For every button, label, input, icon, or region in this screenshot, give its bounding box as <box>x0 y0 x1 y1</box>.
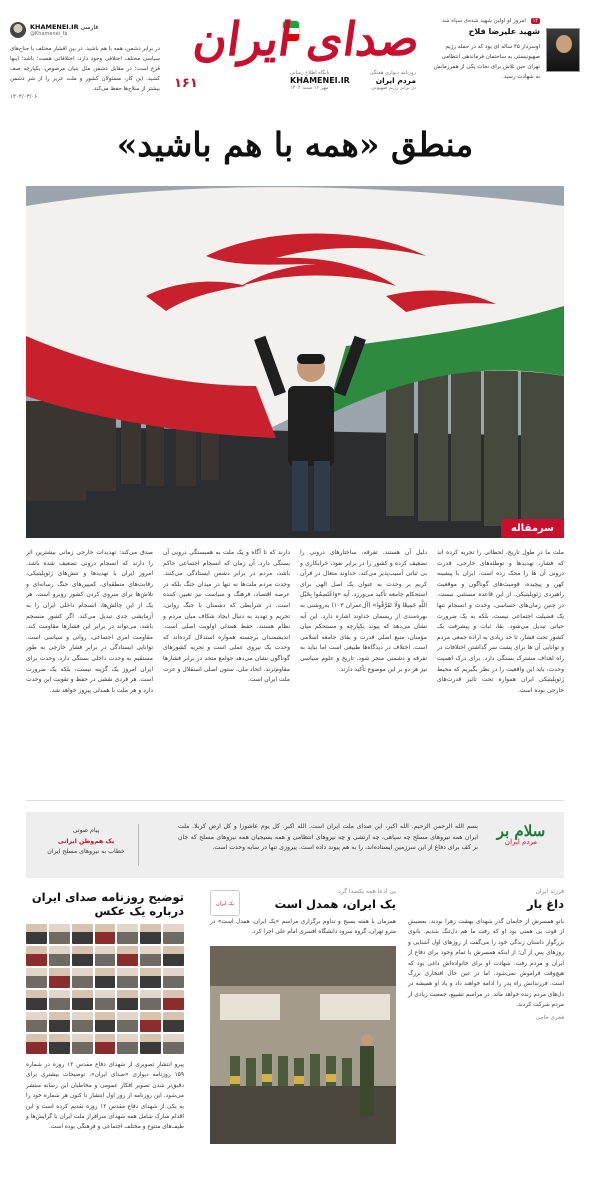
martyr-thumb <box>95 990 116 1010</box>
martyr-thumb <box>26 1012 47 1032</box>
martyr-thumb <box>72 924 93 944</box>
martyr-thumb <box>26 1034 47 1054</box>
martyr-thumb <box>163 924 184 944</box>
quote-date: ۱۴۰۴/۰۳/۰۶ <box>10 94 38 100</box>
martyr-thumb <box>163 946 184 966</box>
newspaper-logo <box>170 8 424 106</box>
martyr-thumb <box>117 946 138 966</box>
martyr-thumb <box>72 1034 93 1054</box>
martyr-badge: ۱۴ <box>532 18 538 24</box>
martyr-thumb <box>163 968 184 988</box>
flag-rally-illustration <box>26 186 564 538</box>
section-text: پیرو انتشار تصویری از شهدای دفاع مقدس ۱۲ روزه در شماره ۱۵۹ روزنامه دیواری «صدای ایران»، توضیحات بیشتری برای دقیق‌تر شدن تصویر افکار عمومی و مخاطبان این رسانه منتشر می‌شود. این روزنامه از روز اول انتشار تا کنون هر شماره خود را به یکی از شهدای دفاع مقدس ۱۲ روزه تقدیم کرده است و این اقدام مبارک شامل همه شهدای سرافراز ملت ایران با گرایش‌ها و طیف‌های متنوع و مختلف اجتماعی و فرهنگی بوده است. <box>26 1062 184 1131</box>
martyr-thumb <box>117 1034 138 1054</box>
martyr-thumb <box>72 1012 93 1032</box>
author-signature: فخری حاجی <box>535 1014 564 1021</box>
section-kicker: بی ادعا همه یکصدا گرد <box>338 888 396 895</box>
site-name: KHAMENEI.IR <box>290 76 350 85</box>
account-handle: @Khamenei_fa <box>30 31 68 37</box>
martyr-thumb <box>163 1034 184 1054</box>
leader-quote-box <box>10 22 160 100</box>
martyr-thumb <box>49 946 70 966</box>
martyr-thumb <box>117 924 138 944</box>
account-name: KHAMENEI.IR <box>30 23 79 31</box>
editorial-article <box>26 548 564 778</box>
slogan-main: مردم ایران <box>375 76 416 85</box>
martyr-thumb <box>163 1012 184 1032</box>
martyr-thumb <box>140 990 161 1010</box>
martyr-thumb <box>117 1012 138 1032</box>
martyr-thumb <box>95 1034 116 1054</box>
banner-text: بسم الله الرحمن الرحیم. الله اکبر، این صدای ملت ایران است. الله اکبر. کل یوم عاشورا و کل ارض کربلا. ملت ایران همه نیروهای مسلح چه سپاهی، چه ارتشی و چه نیروهای انتظامی و همه بسیجیان همه نیروهای مسلح که جان بر کف برای دفاع از این سرزمین ایستاده‌اند، را به هم پیوند داده است. پیروزی تنها در سایه وحدت است. <box>178 823 478 851</box>
martyr-kicker <box>430 18 540 24</box>
martyr-box <box>430 18 580 82</box>
martyr-thumb <box>49 924 70 944</box>
section-photo-explanation <box>26 888 184 1133</box>
hero-tag: سرمقاله <box>501 519 564 538</box>
martyr-thumb <box>49 1034 70 1054</box>
martyr-thumb <box>95 968 116 988</box>
avatar <box>10 22 26 38</box>
martyr-thumb <box>117 968 138 988</box>
martyr-kicker-text: امروز او اولین شهید شده‌ی سپاه شد <box>441 18 526 24</box>
banner-logo-word: سلام بر <box>496 822 546 840</box>
account-row <box>10 22 160 38</box>
section-text: بانو همسرش از خانمان گذر شهدای بهشت زهرا بودند. بعضیش از قوت بی همتی بود او که رفت ما هم دل‌تنگ شدیم. بانوی بزرگوار داستان زندگی خود را می‌گفت از روزهای اول آشنایی و روزهای پس از آن؛ از اینکه همسرش با تمام وجود برای دفاع از ایران و مردم رفت. شهادت او برای خانواده‌اش داغی بود که هیچ‌وقت فراموش نمی‌شود، اما در عین حال افتخاری بزرگ است. فرزندانش راه پدر را ادامه خواهند داد و یاد او همیشه در دل‌های مردم زنده خواهد ماند. در مراسم تشییع، جمعیت زیادی از مردم شرکت کردند. <box>408 919 564 1009</box>
metro-choir-illustration <box>210 946 396 1144</box>
martyr-thumb <box>49 990 70 1010</box>
hero-photo <box>26 186 564 538</box>
martyrs-photo-grid <box>26 924 184 1054</box>
account-info <box>30 23 98 37</box>
martyr-thumb <box>72 946 93 966</box>
article-column-1: ملت ما در طول تاریخ، لحظاتی را تجربه کرده اند که فشار، تهدیدها و توطئه‌های خارجی، قدرت درونی آن ها را محک زده است. ایران با پیشینه کهن و پیچیده، قومیت‌های گوناگون و موقعیت راهبردی ژئوپلیتیکی، از این قاعده مستثنی نیست. در چنین زمان‌های حساسی، وحدت و انسجام تنها یک فضیلت اجتماعی نیست، بلکه به یک ضرورت حیاتی تبدیل می‌شود. بقا، ثبات و پیشرفت یک کشور تحت فشار، تا حد زیادی به اراده جمعی مردم و توانایی آن ها برای پشت سر گذاشتن اختلافات در راه اهداف مشترک بستگی دارد. برای درک اهمیت وحدت، باید این واقعیت را در نظر بگیریم که محیط ژئوپلیتیکی ایران همواره تحت تاثیر قدرت‌های خارجی بوده است. <box>437 549 564 694</box>
masthead-header <box>0 0 590 112</box>
martyr-thumb <box>26 990 47 1010</box>
section-text: همزمان با هفته بسیج و تداوم برگزاری مراسم «یک ایران، همدل است» در مترو تهران، گروه سرود دانشگاه افسری امام علی اجرا کرد. <box>210 919 396 936</box>
martyr-thumb <box>49 1012 70 1032</box>
martyr-thumb <box>117 990 138 1010</box>
metro-choir-photo <box>210 946 396 1144</box>
martyr-photo <box>546 28 580 72</box>
banner-logo <box>492 822 550 868</box>
section-title: داغ بار <box>527 897 564 911</box>
date-line: ۱۴۰۴ مهر ۱۶ شنبه <box>290 85 329 91</box>
martyr-thumb <box>140 1034 161 1054</box>
martyr-thumb <box>95 946 116 966</box>
audio-message-banner <box>26 812 564 878</box>
leader-quote: در برابر دشمن، همه با هم باشید. در بین اقشار مختلف با جناح‌های سیاسی مختلف اختلافی وجود دارد، اختلافاتی هست؛ باشد؛ اینها فرع است؛ در مقابل دشمن مثل بنیان مرصوص، یکپارچه صف کشید. این کار، مسئولان کشور و ملت عزیز را از شر دشمن بیشتر از سلاح‌ها حفظ می‌کند. <box>10 46 160 92</box>
section-kicker: فرزند ایران <box>535 888 564 895</box>
martyr-thumb <box>26 946 47 966</box>
site-label: پایگاه اطلاع رسانی <box>290 70 330 76</box>
martyr-thumb <box>72 990 93 1010</box>
martyr-thumb <box>140 924 161 944</box>
martyr-thumb <box>163 990 184 1010</box>
account-line <box>30 23 98 31</box>
issue-number: ۱۶۱ <box>174 76 198 91</box>
banner-logo-sub: مردم ایران <box>504 838 538 846</box>
martyr-thumb <box>26 924 47 944</box>
martyr-thumb <box>140 968 161 988</box>
site-block <box>290 70 350 91</box>
section-title: یک ایران، همدل است <box>274 897 396 911</box>
account-lang: فارسی <box>80 24 99 31</box>
one-iran-logo: یک ایران <box>210 890 240 916</box>
martyr-name: شهید علیرضا فلاح <box>468 27 540 36</box>
banner-side <box>40 826 132 858</box>
section-dagh-bar <box>408 888 564 1021</box>
banner-side-highlight: یک هم‌وطن ایرانی <box>57 837 115 845</box>
divider <box>26 800 564 801</box>
section-title: توضیح روزنامه صدای ایران درباره یک عکس <box>31 890 184 918</box>
martyr-thumb <box>49 968 70 988</box>
article-column-3: دارند که تا آگاه و یک ملت به همبستگی درونی آن بستگی دارد. آن زمان که انسجام اجتماعی حاکم باشد، مردم در برابر دشمن ایستادگی می‌کنند. وحدت مردم ملت‌ها نه تنها در میدان جنگ بلکه در عرصه اقتصاد، فرهنگ و سیاست نیز تعیین کننده است. در شرایطی که دشمنان با جنگ روانی، تحریم و تهدید به دنبال ایجاد شکاف میان مردم و نظام هستند، حفظ همدلی اولویت اصلی است. اندیشمندان برجسته همواره استدلال کرده‌اند که وحدت یک نیروی عملی است و تجربه کشورهای گوناگون نشان می‌دهد جوامع متحد در برابر فشارها مقاوم‌ترند. اتحاد ملی، ستون اصلی استقلال و عزت ملت ایران است. <box>163 549 290 684</box>
section-one-iran <box>210 888 396 1144</box>
martyr-thumb <box>95 1012 116 1032</box>
slogan-top: روزنامه دیواری هفتگی <box>369 70 416 76</box>
martyr-thumb <box>26 968 47 988</box>
divider <box>138 824 139 866</box>
article-column-4: صدق می‌کند: تهدیدات خارجی زمانی بیشترین اثر را دارند که انسجام درونی تضعیف شده باشد. امروز ایران با تهدیدها و تنش‌های ژئوپلیتیکی، رقابت‌های منطقه‌ای، کمپین‌های جنگ رسانه‌ای و تلاش‌ها برای منزوی کردن کشور روبرو است. هر یک از این چالش‌ها، انسجام داخلی ایران را به آزمایشی جدی تبدیل می‌کند. اگر کشور منسجم باشد، می‌تواند در برابر این فشارها مقاومت کند. مقاومت امری اجتماعی، روانی و سیاسی است. توانایی ایستادگی در برابر فشار خارجی به طور مستقیم به وحدت داخلی بستگی دارد. وحدت برای ایران امروز یک گزینه نیست، بلکه یک ضرورت است. هر فردی نقشی در حفظ و تقویت این وحدت دارد و هر ملت با همدلی پیروز خواهد شد. <box>26 549 153 694</box>
slogan-bottom: در برابر رژیم صهیونی <box>371 85 416 91</box>
banner-side-sub: خطاب به نیروهای مسلح ایران <box>47 848 125 855</box>
logo-text: صدای ایران <box>190 12 424 66</box>
article-column-2: دلیل آن هستند. تفرقه، ساختارهای درونی را تضعیف کرده و کشور را در برابر نفوذ، خرابکاری و بی ثباتی آسیب‌پذیر می‌کند. خداوند متعال در قرآن کریم بر وحدت به عنوان یک اصل الهی برای استحکام جامعه تأکید می‌ورزد. آیه «وَاعْتَصِمُوا بِحَبْلِ اللَّهِ جَمِيعًا وَلَا تَفَرَّقُوا» (آل‌عمران ۱۰۳) به‌روشنی به بهره‌مندی از ریسمان خداوند اشاره دارد. این آیه نشان می‌دهد که پیوند یکپارچه و مستحکم میان مؤمنان، منبع اصلی قدرت و بقای جامعه اسلامی است. اختلاف در دیدگاه‌ها طبیعی است اما نباید به تفرقه و دشمنی منجر شود. تاریخ و علوم سیاسی نیز هر دو بر این موضوع تأکید دارند. <box>300 549 427 673</box>
slogan-block <box>370 70 416 91</box>
martyr-thumb <box>95 924 116 944</box>
martyr-thumb <box>72 968 93 988</box>
page-title: منطق «همه با هم باشید» <box>116 125 474 164</box>
martyr-thumb <box>140 1012 161 1032</box>
banner-side-title: پیام صوتی <box>72 827 100 834</box>
martyr-thumb <box>140 946 161 966</box>
martyr-description: اوسردار ۴۵ ساله ای بود که در حمله رژیم صهیونیستی به ساختمان فرماندهی انتظامی تهران حین تلاش برای نجات یکی از همرزمانش به شهادت رسید. <box>433 44 540 80</box>
